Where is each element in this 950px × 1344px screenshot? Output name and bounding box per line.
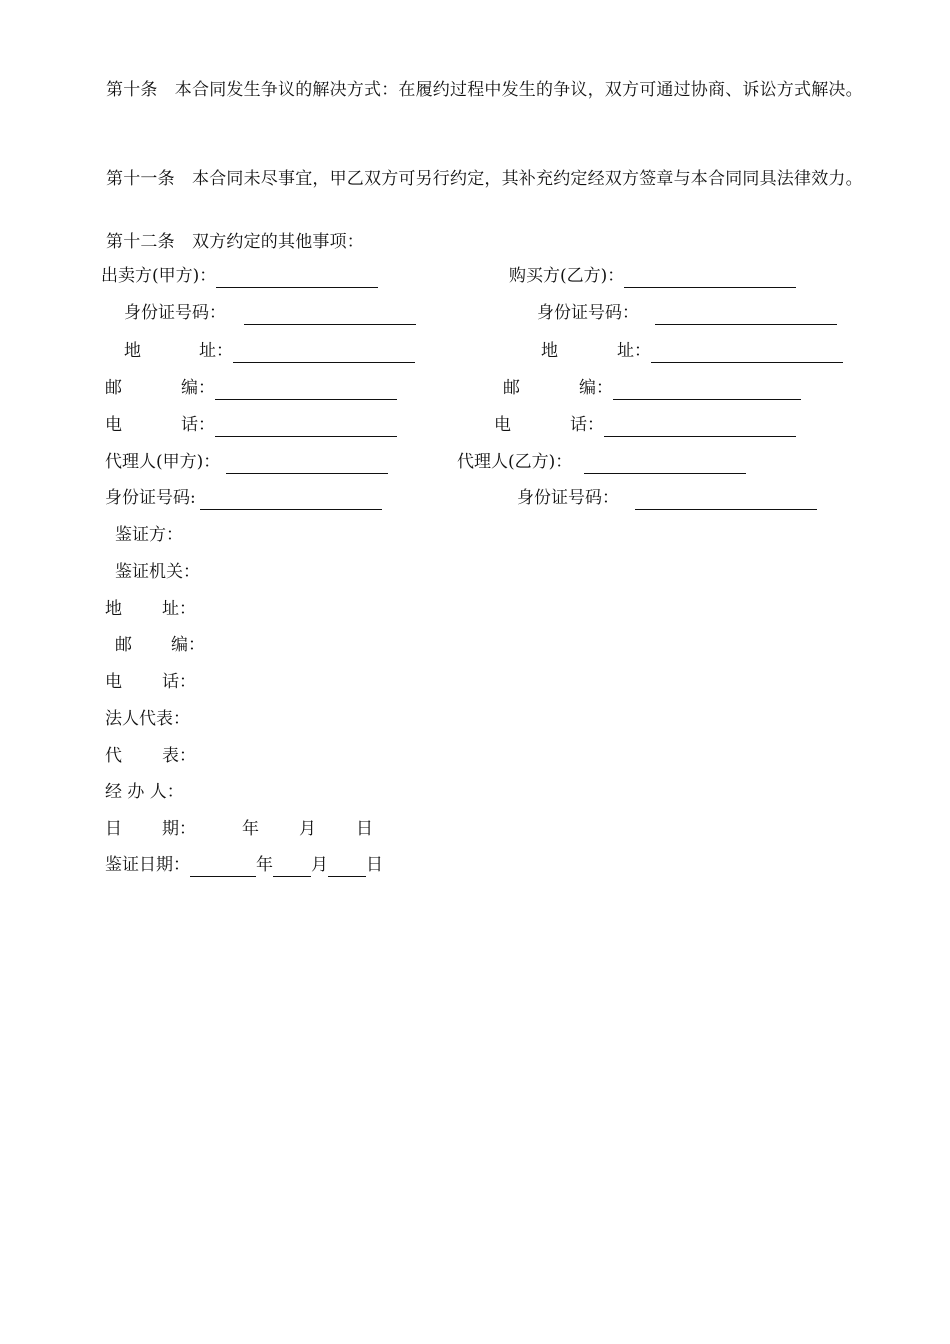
- notary-date-day: 日: [356, 819, 373, 839]
- notary-date-row: [105, 817, 373, 841]
- buyer-post-blank[interactable]: [613, 381, 801, 400]
- seller-agent-blank[interactable]: [226, 455, 388, 474]
- buyer-tel-blank[interactable]: [604, 418, 796, 437]
- buyer-post-row: [503, 376, 801, 400]
- notary-addr-row: [105, 597, 196, 621]
- cert-date-row: [105, 853, 383, 877]
- notary-post-label-b: 编：: [171, 635, 205, 655]
- seller-addr-row: [124, 339, 415, 363]
- buyer-tel-label-a: 电: [494, 415, 511, 435]
- seller-addr-blank[interactable]: [233, 344, 415, 363]
- notary-handler-label: 经 办 人：: [105, 782, 184, 802]
- seller-id-blank[interactable]: [244, 306, 416, 325]
- cert-year-blank[interactable]: [190, 858, 256, 877]
- article-11: 第十一条 本合同未尽事宜，甲乙双方可另行约定，其补充约定经双方签章与本合同同具法律效力。: [106, 169, 863, 189]
- buyer-agent-id-row: [517, 486, 817, 510]
- notary-addr-label-b: 址：: [162, 599, 196, 619]
- seller-agent-label: 代理人(甲方)：: [105, 452, 221, 472]
- cert-date-day: 日: [366, 855, 383, 875]
- notary-date-label-b: 期：: [162, 819, 196, 839]
- seller-post-label-a: 邮: [105, 378, 122, 398]
- seller-agent-row: [105, 450, 388, 474]
- buyer-party-label: 购买方(乙方)：: [509, 266, 625, 286]
- seller-tel-row: [105, 413, 397, 437]
- seller-addr-label-b: 址：: [199, 341, 233, 361]
- notary-rep-label-a: 代: [105, 746, 122, 766]
- seller-post-blank[interactable]: [215, 381, 397, 400]
- notary-addr-label-a: 地: [105, 599, 122, 619]
- buyer-addr-row: [541, 339, 843, 363]
- notary-rep-label-b: 表：: [162, 746, 196, 766]
- cert-date-year: 年: [256, 855, 273, 875]
- cert-date-label: 鉴证日期：: [105, 855, 190, 875]
- seller-id-row: [124, 301, 416, 325]
- seller-addr-label-a: 地: [124, 341, 141, 361]
- seller-tel-label-a: 电: [105, 415, 122, 435]
- notary-tel-row: [105, 670, 196, 694]
- seller-tel-blank[interactable]: [215, 418, 397, 437]
- notary-tel-label-b: 话：: [162, 672, 196, 692]
- buyer-agent-blank[interactable]: [584, 455, 746, 474]
- buyer-party-blank[interactable]: [624, 269, 796, 288]
- notary-date-month: 月: [299, 819, 316, 839]
- notary-post-row: [115, 633, 205, 657]
- buyer-addr-label-b: 址：: [617, 341, 651, 361]
- cert-date-month: 月: [311, 855, 328, 875]
- notary-tel-label-a: 电: [105, 672, 122, 692]
- notary-post-label-a: 邮: [115, 635, 132, 655]
- notary-legal-rep-label: 法人代表：: [105, 709, 190, 729]
- buyer-post-label-b: 编：: [579, 378, 613, 398]
- buyer-id-blank[interactable]: [655, 306, 837, 325]
- seller-party-row: [101, 264, 378, 288]
- buyer-addr-label-a: 地: [541, 341, 558, 361]
- seller-agent-id-blank[interactable]: [200, 491, 382, 510]
- seller-id-label: 身份证号码：: [124, 303, 226, 323]
- notary-date-year: 年: [242, 819, 259, 839]
- article-10: 第十条 本合同发生争议的解决方式：在履约过程中发生的争议，双方可通过协商、诉讼方式解决。: [106, 80, 863, 100]
- notary-date-label-a: 日: [105, 819, 122, 839]
- seller-post-row: [105, 376, 397, 400]
- buyer-post-label-a: 邮: [503, 378, 520, 398]
- seller-post-label-b: 编：: [181, 378, 215, 398]
- seller-tel-label-b: 话：: [181, 415, 215, 435]
- seller-party-blank[interactable]: [216, 269, 378, 288]
- seller-agent-id-row: [105, 486, 382, 510]
- buyer-agent-row: [457, 450, 746, 474]
- seller-agent-id-label: 身份证号码:: [105, 488, 196, 508]
- buyer-agent-id-blank[interactable]: [635, 491, 817, 510]
- notary-party-label: 鉴证方：: [115, 525, 183, 545]
- buyer-tel-label-b: 话：: [570, 415, 604, 435]
- buyer-id-row: [537, 301, 837, 325]
- cert-month-blank[interactable]: [273, 858, 311, 877]
- article-12: 第十二条 双方约定的其他事项：: [106, 232, 364, 252]
- notary-rep-row: [105, 744, 196, 768]
- buyer-addr-blank[interactable]: [651, 344, 843, 363]
- buyer-id-label: 身份证号码：: [537, 303, 639, 323]
- seller-party-label: 出卖方(甲方)：: [101, 266, 217, 286]
- buyer-agent-id-label: 身份证号码：: [517, 488, 619, 508]
- buyer-agent-label: 代理人(乙方)：: [457, 452, 573, 472]
- buyer-party-row: [509, 264, 796, 288]
- notary-org-label: 鉴证机关：: [115, 562, 200, 582]
- buyer-tel-row: [494, 413, 796, 437]
- cert-day-blank[interactable]: [328, 858, 366, 877]
